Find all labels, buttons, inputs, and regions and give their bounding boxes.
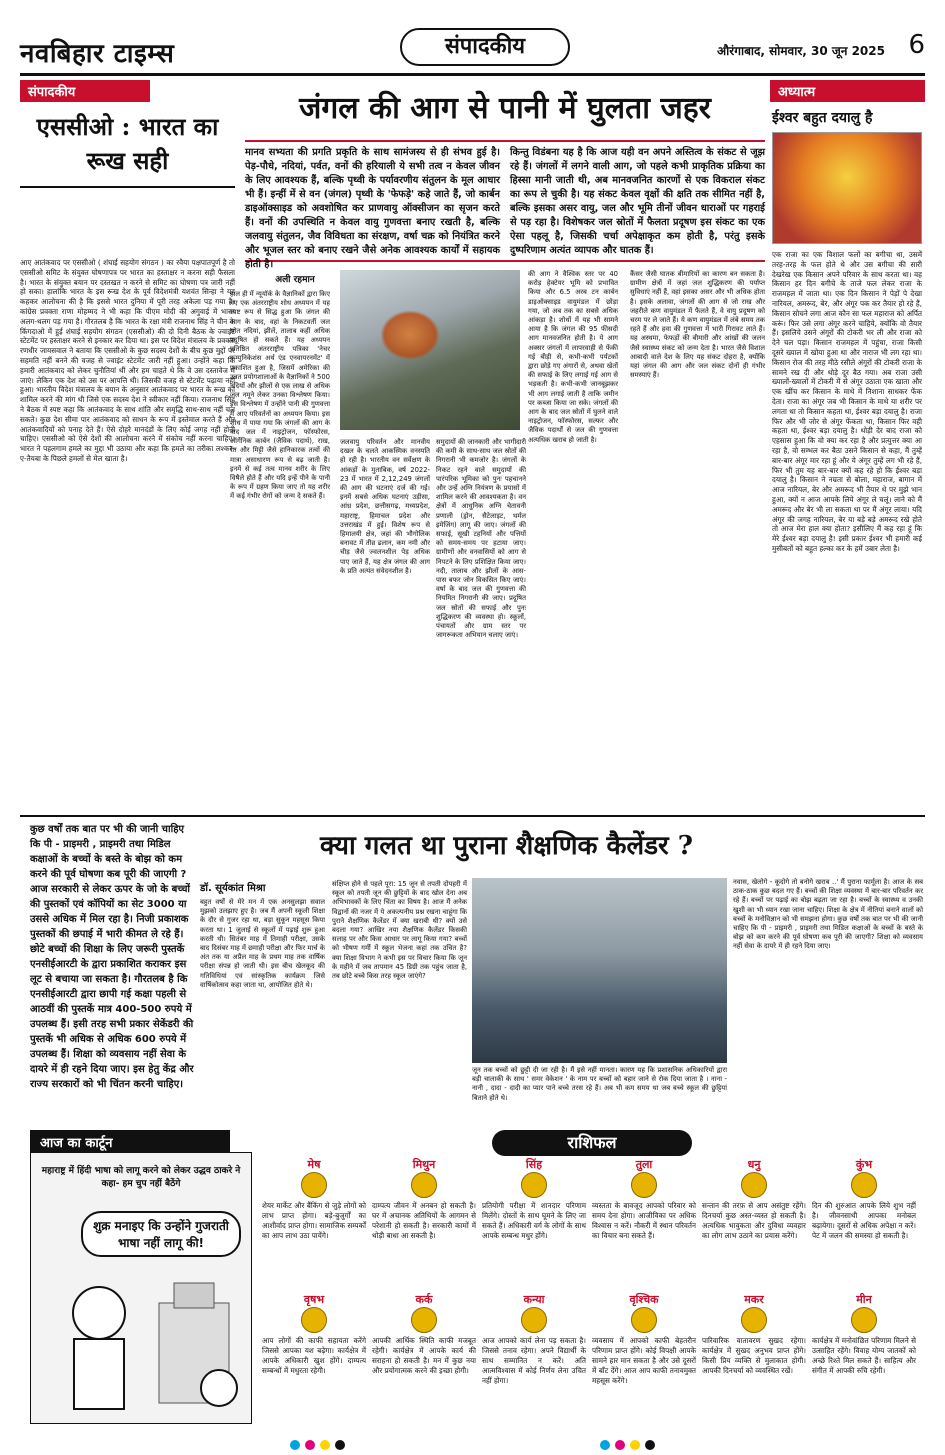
dateline: औरंगाबाद, सोमवार, 30 जून 2025	[717, 44, 885, 58]
rashi-text: आप लोगों की काफी सहायता करेंगे जिससे आपका यश बढ़ेगा। कार्यक्षेत्र में आपके अधिकारी खुश होंगे। दाम्पत्य सम्बन्धों में मधुरता रहेगी।	[262, 1336, 366, 1375]
registration-mark	[320, 1440, 330, 1450]
rashi-name: मकर	[744, 1293, 764, 1306]
rashi-card	[262, 1295, 366, 1426]
main-column-a: हाल ही में न्यूयॉर्क के वैज्ञानिकों द्वारा किए गए एक अंतरराष्ट्रीय शोध अध्ययन में यह स्पष्ट रूप से सिद्ध हुआ कि जंगल की आग के बाद, वहां के निकटवर्ती जल स्रोत नदियां, झीलें, तालाब कहीं अधिक प्रदूषित हो सकते हैं। यह अध्ययन प्रतिष्ठित अंतरराष्ट्रीय पत्रिका 'नेचर कम्युनिकेशंस अर्थ एंड एनवायरनमेंट' में प्रकाशित हुआ है, जिसमें अमेरिका की उन्नत प्रयोगशालाओं के वैज्ञानिकों ने 500 नदियों और झीलों से एक लाख से अधिक जल नमूने लेकर उनका विश्लेषण किया। इस विश्लेषण में उन्होंने पानी की गुणवत्ता में आए परिवर्तनों का अध्ययन किया। इस शोध में पाया गया कि जंगलों की आग के बाद जल में नाइट्रोजन, फॉस्फोरस, ऑर्गेनिक कार्बन (जैविक पदार्थ), राख, रेत और मिट्टी जैसे हानिकारक तत्वों की मात्रा असाधारण रूप से बढ़ जाती है। इनमें से कई तत्व मानव शरीर के लिए विषैले होते हैं और यदि इन्हें पीने के पानी के रूप में ग्रहण किया जाए तो यह शरीर में कई गंभीर रोगों को जन्म दे सकते हैं।	[230, 290, 330, 501]
registration-mark	[335, 1440, 345, 1450]
zodiac-icon	[741, 1307, 767, 1333]
adhyatm-body: एक राजा का एक विशाल फलों का बगीचा था, उसमें तरह-तरह के फल होते थे और उस बगीचा की सारी देखरेख एक किसान अपने परिवार के साथ करता था। वह किसान हर दिन बगीचे के ताजे फल लेकर राजा के राजमहल में जाता था। एक दिन किसान ने पेड़ों पे देखा नारियल, अमरूद, बेर, और अंगूर पक कर तैयार हो रहे हैं, किसान सोचने लगा आज कौन सा फल महाराज को अर्पित करूं। फिर उसे लगा अंगूर करने चाहिये, क्योंकि वो तैयार हैं। इसलिये उसने अंगूरों की टोकरी भर ली और राजा को देने चल पड़ा। किसान राजमहल में पहुंचा, राजा किसी दूसरे ख्याल में खोया हुआ था और नाराज भी लग रहा था। किसान रोज की तरह मीठे रसीले अंगूरों की टोकरी राजा के सामने रख दी और थोड़े दूर बैठ गया। अब राजा उसी ख्यालों-ख्यालों में टोकरी में से अंगूर उठाता एक खाता और एक खींच कर किसान के माथे में निशाना साधकर फेंक देता। राजा का अंगूर जब भी किसान के माथे या शरीर पर लगता था तो किसान कहता था, ईश्वर बड़ा दयालु है। राजा फिर और भी जोर से अंगूर फेंकता था, किसान फिर वही कहता था, ईश्वर बड़ा दयालु है। थोड़ी देर बाद राजा को एहसास हुआ कि वो क्या कर रहा है और प्रत्युत्तर क्या आ रहा है, वो सम्भल कर बैठा उसने किसान से कहा, मैं तुम्हें बार-बार अंगूर मार रहा हूं और ये अंगूर तुम्हें लग भी रहे हैं, फिर भी तुम यह बार-बार क्यों कह रहे हो कि ईश्वर बड़ा दयालु है। किसान ने नम्रता से बोला, महाराज, बागान में आज नारियल, बेर और अमरूद भी तैयार थे पर मुझे भान हुआ, क्यों न आज आपके लिये अंगूर ले चलूं। लाने को मैं अमरूद और बेर भी ला सकता था पर मैं अंगूर लाया। यदि अंगूर की जगह नारियल, बेर या बड़े बड़े अमरूद रखे होते तो आज मेरा हाल क्या होता? इसीलिए मैं कह रहा हूं कि मेरे ईश्वर बड़ा दयालु है! इसी प्रकार ईश्वर भी हमारी कई मुसीबतों को बहुत हल्का कर के हमें उबार लेता है।	[772, 250, 922, 553]
cartoon-speech-bubble: शुक्र मनाइए कि उन्होंने गुजराती भाषा नहीं लागू की!	[81, 1211, 241, 1257]
cartoon-tag: आज का कार्टून	[30, 1130, 230, 1152]
forest-fire-photo	[340, 270, 520, 430]
rashi-name: मीन	[856, 1293, 872, 1306]
zodiac-icon	[521, 1172, 547, 1198]
rashi-card	[592, 1160, 696, 1291]
zodiac-icon	[851, 1307, 877, 1333]
rashi-card	[372, 1295, 476, 1426]
zodiac-icon	[411, 1172, 437, 1198]
adhyatm-title: ईश्वर बहुत दयालु है	[772, 110, 873, 126]
education-headline: क्या गलत था पुराना शैक्षणिक कैलेंडर ?	[320, 831, 693, 861]
editorial-tag: संपादकीय	[20, 80, 150, 102]
rashi-name: तुला	[635, 1158, 653, 1171]
rashi-text: आपकी आर्थिक स्थिति काफी मजबूत रहेगी। कार्यक्षेत्र में आपके कार्य की सराहना हो सकती है। मन में कुछ नया और प्रयोगात्मक करने की इच्छा होगी।	[372, 1336, 476, 1375]
zodiac-icon	[631, 1307, 657, 1333]
rashi-card	[702, 1295, 806, 1426]
main-column-b: जलवायु परिवर्तन और मानवीय दखल के चलते आकस्मिक वनस्पति हो रही है। भारतीय वन सर्वेक्षण के आंकड़ों के मुताबिक, वर्ष 2022-23 में भारत में 2,12,249 जंगलों की आग की घटनाएं दर्ज की गईं। इनमें सबसे अधिक घटनाएं उड़ीसा, आंध्र प्रदेश, छत्तीसगढ़, मध्यप्रदेश, महाराष्ट्र, हिमाचल प्रदेश और उत्तराखंड में हुईं। विशेष रूप से हिमालयी क्षेत्र, जहां की भौगोलिक बनावट में तीव्र ढलान, कम नमी और चीड़ जैसे ज्वलनशील पेड़ अधिक पाए जाते हैं, यह क्षेत्र जंगल की आग के प्रति अत्यंत संवेदनशील है।	[340, 438, 430, 575]
rashi-text: पारिवारिक वातावरण सुखद रहेगा। कार्यक्षेत्र में सुखद अनुभव प्राप्त होंगे। किसी प्रिय व्यक्ति से मुलाकात होगी। आपकी दिनचर्या को व्यवस्थित रखें।	[702, 1336, 806, 1375]
rashi-card	[482, 1160, 586, 1291]
registration-mark	[630, 1440, 640, 1450]
zodiac-icon	[301, 1307, 327, 1333]
editorial-body: आए आतंकवाद पर एससीओ ( शंघाई सहयोग संगठन ) का रवैया पक्षपातपूर्ण है तो एससीओ समिट के संयुक्त घोषणापत्र पर भारत का हस्ताक्षर न करना सही फैसला है। भारत के संयुक्त बयान पर दस्तखत न करने से समिट का घोषणा पत्र जारी नहीं हो सका। हालांकि भारत के इस रूख देश के पूर्व विदेशमंत्री यशवंत सिन्हा ने यह कहकर आलोचना की है कि इससे भारत दुनिया में पूरी तरह अकेला पड़ गया है। कांग्रेस प्रवक्ता राणा मोहम्मद ने भी कहा कि पीएम मोदी की अगुवाई में भारत अलग-थलग पड़ गया है। गौरतलब है कि भारत के रक्षा मंत्री राजनाथ सिंह ने चीन के किंगदाओ में हुई शंघाई सहयोग संगठन (एससीओ) की दो दिनी बैठक के ज्वाइंट स्टेटमेंट पर हस्ताक्षर करने से इनकार कर दिया था। इस पर विदेश मंत्रालय के प्रवक्ता रणधीर जायसवाल ने बताया कि एससीओ के कुछ सदस्य देशों के बीच कुछ मुद्दों पर सहमति नहीं बनने की वजह से ज्वाइंट स्टेटमेंट जारी नहीं हुआ। उन्होंने कहा कि हमारी आतंकवाद को लेकर चुनौतियां थीं और हम चाहते थे कि वे उस दस्तावेज में जाएं। लेकिन एक देश को उस पर आपत्ति थी। जिसकी वजह से स्टेटमेंट पढ़ाया नहीं हुआ। भारतीय विदेश मंत्रालय के बयान के अनुसार आतंकवाद पर भारत के रूख को शामिल करने की मांग थी जिसे एक सदस्य देश ने स्वीकार नहीं किया। राजनाथ सिंह ने बैठक में स्पष्ट कहा कि आतंकवाद के साथ शांति और समृद्धि साथ-साथ नहीं चल सकते। कुछ देश सीमा पार आतंकवाद को साधन के रूप में इस्तेमाल करते हैं और आतंकवादियों को पनाह देते हैं। ऐसे दोहरे मानदंडों के लिए कोई जगह नहीं होनी चाहिए। एससीओ को ऐसे देशों की आलोचना करने में संकोच नहीं करना चाहिए। भारत ने पहलगाम हमले का मुद्दा भी उठाया और कहा कि हमले का तरीका लश्कर-ए-तैयबा के पिछले हमलों से मेल खाता है।	[20, 258, 235, 463]
rashi-name: वृषभ	[303, 1293, 325, 1306]
main-column-d: कैंसर जैसी घातक बीमारियों का कारण बन सकता है। ग्रामीण क्षेत्रों में जहां जल शुद्धिकरण की पर्याप्त सुविधाएं नहीं हैं, वहां इसका असर और भी अधिक होता है। इसके अलावा, जंगलों की आग से जो राख और जहरीले कण वायुमंडल में फैलते हैं, वे वायु प्रदूषण को चरम पर ले जाते हैं। ये कण वायुमंडल में लंबे समय तक रहते हैं और हवा की गुणवत्ता में भारी गिरावट लाते हैं। यह अस्थमा, फेफड़ों की बीमारी और आंखों की जलन जैसे स्वास्थ्य संकट को जन्म देता है। भारत जैसे विशाल आबादी वाले देश के लिए यह संकट दोहरा है, क्योंकि यहां जंगल की आग और जल संकट दोनों ही गंभीर समस्याएं हैं।	[630, 270, 765, 380]
editorial-title: एससीओ : भारत का रूख सही	[20, 110, 235, 188]
zodiac-icon	[851, 1172, 877, 1198]
main-deck	[245, 140, 765, 270]
deck-right: किन्तु विडंबना यह है कि आज यही वन अपने अस्तित्व के संकट से जूझ रहे हैं। जंगलों में लगने वाली आग, जो पहले कभी प्राकृतिक प्रक्रिया का हिस्सा मानी जाती थी, अब मानवजनित कारणों से एक विकराल संकट का रूप ले चुकी है। यह संकट केवल वृक्षों की क्षति तक सीमित नहीं है, बल्कि इसका असर वायु, जल और भूमि तीनों जीवन धाराओं पर गहराई से पड़ रहा है। विशेषकर जल स्रोतों में फैलता प्रदूषण इस संकट का एक ऐसा पहलू है, जिसकी चर्चा अपेक्षाकृत कम होती है, परंतु इसके दुष्परिणाम अत्यंत व्यापक और घातक हैं।	[510, 147, 765, 256]
zodiac-icon	[301, 1172, 327, 1198]
education-byline: डॉ. सूर्यकांत मिश्रा	[200, 883, 266, 894]
main-byline: अली रहमान	[275, 275, 315, 285]
education-column-b: संक्षिप्त होने से पहले पूरा: 15 जून से तपती दोपहरी में स्कूल को तपती जून की छुट्टियों के बाद खोल देना अब अभिभावकों के लिए चिंता का विषय है। आज मैं अनेक विद्वानों की नजर में ये अकल्पनीय प्रश्न रखना चाहूंगा कि पुराने शैक्षणिक कैलेंडर में क्या खराबी थी? क्यों उसे बदला गया? आखिर नया शैक्षणिक कैलेंडर किसकी सलाह पर और किस आधार पर लागू किया गया? बच्चों को भीषण गर्मी में स्कूल भेजना कहां तक उचित है? क्या शिक्षा विभाग ने कभी इस पर विचार किया कि जून के महीने में जब तापमान 45 डिग्री तक पहुंच जाता है, तब छोटे बच्चे किस तरह स्कूल जाएंगे?	[332, 880, 467, 981]
rashi-text: सन्तान की तरफ़ से आप असंतुष्ट रहेंगे। दिनचर्या कुछ अस्त-व्यस्त हो सकती है। अत्यधिक भावुकता और दुविधा व्यवहार का लोग लाभ उठाने का प्रयास करेंगे।	[702, 1201, 806, 1240]
rashi-name: कन्या	[523, 1293, 545, 1306]
rashi-name: कुंभ	[855, 1158, 873, 1171]
registration-mark	[615, 1440, 625, 1450]
students-photo	[472, 878, 727, 1063]
rashifal-title: राशिफल	[492, 1130, 692, 1156]
rashi-card	[482, 1295, 586, 1426]
cartoon-caption: महाराष्ट्र में हिंदी भाषा को लागू करने को लेकर उद्धव ठाकरे ने कहा- हम चुप नहीं बैठेंगे	[41, 1166, 241, 1189]
main-column-c: की आग ने वैश्विक स्तर पर 40 करोड़ हेक्टेयर भूमि को प्रभावित किया और 6.5 अरब टन कार्बन डाइऑक्साइड वायुमंडल में छोड़ा गया, जो अब तक का सबसे अधिक आंकड़ा है। शोधों में यह भी सामने आया है कि जंगल की 95 फीसदी आग मानवजनित होती है। ये आग अक्सर जंगलों में लापरवाही से फेंकी गई बीड़ी से, कभी-कभी पर्यटकों द्वारा छोड़े गए अंगारों से, अथवा खेतों की सफाई के लिए लगाई गई आग से भड़कती है। कभी-कभी जानबूझकर भी आग लगाई जाती है ताकि जमीन पर कब्जा किया जा सके। जंगलों की आग के बाद जल स्रोतों में घुलने वाले नाइट्रोजन, फॉस्फोरस, सल्फर और जैविक पदार्थों से जल की गुणवत्ता अत्यधिक खराब हो जाती है।	[528, 270, 618, 444]
rashi-card	[262, 1160, 366, 1291]
zodiac-icon	[411, 1307, 437, 1333]
rashi-name: कर्क	[415, 1293, 433, 1306]
rashi-text: व्यवसाय में आपको काफी बेहतरीन परिणाम प्राप्त होंगे। कोई विपक्षी आपके सामने हार मान सकता है और उसे दूसरों में बाँट देंगे। आज आप काफी तनावमुक्त महसूस करेंगे।	[592, 1336, 696, 1385]
main-column-e: समुदायों की जानकारी और भागीदारी की कमी के साथ-साथ जल स्रोतों की निगरानी भी कमजोर है। जंगलों के निकट रहने वाले समुदायों की पारंपरिक भूमिका को पुनः पहचानने और उन्हें अग्नि नियंत्रण के प्रयासों में शामिल करने की आवश्यकता है। वन क्षेत्रों में आधुनिक अग्नि चेतावनी प्रणाली (ड्रोन, सैटेलाइट, थर्मल इमेजिंग) लागू की जाए। जंगलों की सफाई, सूखी टहनियों और पत्तियों को समय-समय पर हटाया जाए। ग्रामीणों और वनवासियों को आग से निपटने के लिए प्रशिक्षित किया जाए। नदी, तालाब और झीलों के आस-पास बफर जोन विकसित किए जाएं। वर्षा के बाद जल की गुणवत्ता की नियमित निगरानी की जाए। प्रदूषित जल स्रोतों की सफाई और पुनः शुद्धिकरण की व्यवस्था हो। स्कूलों, पंचायतों और ग्राम स्तर पर जागरूकता अभियान चलाए जाएं।	[436, 438, 526, 640]
rashi-text: दाम्पत्य जीवन में अनबन हो सकती है। घर में अचानक अतिथियों के आगमन से परेशानी हो सकती है। सरकारी कामों में थोड़ी बाधा आ सकती है।	[372, 1201, 476, 1240]
section-divider	[20, 815, 925, 817]
zodiac-icon	[521, 1307, 547, 1333]
main-headline: जंगल की आग से पानी में घुलता जहर	[299, 91, 711, 126]
rashi-card	[812, 1160, 916, 1291]
registration-mark	[305, 1440, 315, 1450]
zodiac-icon	[741, 1172, 767, 1198]
cartoon-panel	[30, 1152, 252, 1424]
deck-left: मानव सभ्यता की प्रगति प्रकृति के साथ सामंजस्य से ही संभव हुई है। पेड़-पौधे, नदियां, पर्वत, वनों की हरियाली ये सभी तत्व न केवल जीवन के लिए आवश्यक हैं, बल्कि पृथ्वी के पर्यावरणीय संतुलन के मूल आधार भी हैं। इन्हीं में से वन (जंगल) पृथ्वी के 'फेफड़े' कहे जाते हैं, जो कार्बन डाइऑक्साइड को अवशोषित कर प्राणवायु ऑक्सीजन का सृजन करते हैं। वनों की उपस्थिति न केवल वायु गुणवत्ता बनाए रखती है, बल्कि जलवायु संतुलन, जैव विविधता का संरक्षण, वर्षा चक्र को नियंत्रित करने और भूजल स्तर को बनाए रखने जैसे अनेक आवश्यक कार्यों में सहायक होती है।	[245, 147, 500, 270]
registration-mark	[645, 1440, 655, 1450]
rashi-card	[812, 1295, 916, 1426]
rashi-name: मिथुन	[412, 1158, 436, 1171]
education-column-c: जून तक बच्चों को छुट्टी दी जा रही है। मैं इसे नहीं मानता। कारण यह कि प्रशासनिक अधिकारियों द्वारा बड़ी चालाकी के साथ ' समर वेकेशन ' के नाम पर बच्चों को बहार जाने से रोक दिया जाता है । नाना - नानी , दादा - दादी का प्यार पाने बच्चे तरस रहे हैं। अब भी कम समय था जब बच्चे स्कूल की छुट्टियां बिताने होते थे।	[472, 1066, 727, 1102]
zodiac-icon	[631, 1172, 657, 1198]
masthead	[20, 26, 925, 76]
rashi-name: सिंह	[525, 1158, 543, 1171]
rashi-text: दिन की शुरुआत आपके लिये शुभ नहीं है। जीवनसाथी आपका मनोबल बढ़ायेगा। दूसरों से अधिक अपेक्षा न करें। पेट में जलन की समस्या हो सकती है।	[812, 1201, 916, 1240]
rashi-card	[702, 1160, 806, 1291]
rashi-text: आज आपको कार्य लेना पड़ सकता है। जिससे तनाव रहेगा। अपने विद्यार्थी के साथ सम्मानित न करें। अति आत्मविश्वास में कोई निर्णय लेना उचित नहीं होगा।	[482, 1336, 586, 1385]
education-sidebar: कुछ वर्षों तक बात पर भी की जानी चाहिए कि पी - प्राइमरी , प्राइमरी तथा मिडिल कक्षाओं के बच्चों के बस्ते के बोझ को कम करने की पूर्व घोषणा कब पूरी की जाएगी ? आज सरकारी से लेकर ऊपर के जो के बच्चों की पुस्तकों एवं कॉपियों का सेट 3000 या उससे अधिक में मिल रहा है। निजी प्रकाशक पुस्तकों की छपाई में भारी कीमत ले रहे हैं। छोटे बच्चों की शिक्षा के लिए जरूरी पुस्तकें एनसीईआरटी के द्वारा प्रकाशित कराकर इस लूट से बचाया जा सकता है। गौरतलब है कि एनसीईआरटी द्वारा छापी गई कक्षा पहली से आठवीं की पुस्तकें मात्र 400-500 रुपये में उपलब्ध हैं। इसी तरह सभी प्रकार सेकेंडरी की पुस्तकें भी अधिक से अधिक 600 रुपये में उपलब्ध हैं। शिक्षा को व्यवसाय नहीं सेवा के दायरे में ही रहने दिया जाए। इस हेतु केंद्र और राज्य सरकारों को भी चिंतन करनी चाहिए।	[30, 824, 194, 1090]
registration-mark	[600, 1440, 610, 1450]
education-column-a: बहुत वर्षों से मेरे मन में एक अनसुलझा सवाल मुझको उलझाए हुए है। जब मैं अपनी स्कूली शिक्षा के दौर से गुजर रहा था, बड़ा सुकून महसूस किया करता था। 1 जुलाई से स्कूलों में पढ़ाई शुरू हुआ करती थी। सितंबर माह में तिमाही परीक्षा, उसके बाद दिसंबर माह में छमाही परीक्षा और फिर मार्च के अंत तक या अप्रैल माह के प्रथम माह तक वार्षिक परीक्षा संपन्न हो जाती थी। इस बीच खेलकूद की गतिविधियां एवं सांस्कृतिक कार्यक्रम जिसे वार्षिकोत्सव कहा जाता था, आयोजित होते थे।	[200, 898, 325, 989]
rashi-text: व्यस्तता के बावजूद आपको परिवार को समय देना होगा। आजीविका पर अधिक विश्वास न करें। नौकरी में स्थान परिवर्तन का विचार बना सकते हैं।	[592, 1201, 696, 1240]
rashi-text: शेयर मार्केट और बैंकिंग से जुड़े लोगों को लाभ प्राप्त होगा। बड़े-बुजुर्गों का आशीर्वाद प्राप्त होगा। सामाजिक सम्पर्कों का आप लाभ उठा पायेंगे।	[262, 1201, 366, 1240]
education-column-d: नवास, खेलोगे - कूदोगे तो बनोगे खराब ..' मैं पुराना फार्मूला है। आज के सब ठाक-ठाक कुछ बदल गए हैं। बच्चों की शिक्षा व्यवस्था में बार-बार परिवर्तन कर रहे हैं। बच्चों पर पढ़ाई का बोझ बढ़ता जा रहा है। बच्चों के स्वास्थ्य व उनकी खुशी का भी ध्यान रखा जाना चाहिए। शिक्षा के क्षेत्र में नीतियां बनाने वालों को बच्चों के मनोविज्ञान को भी समझना होगा। कुछ वर्षों तक बात पर भी की जानी चाहिए कि पी - प्राइमरी , प्राइमरी तथा मिडिल कक्षाओं के बच्चों के बस्ते के बोझ को कम करने की पूर्व घोषणा कब पूरी की जाएगी? शिक्षा को व्यवसाय नहीं सेवा के दायरे में ही रहने दिया जाए।	[733, 878, 923, 951]
rashifal-band	[262, 1128, 925, 1158]
rashi-name: वृश्चिक	[629, 1293, 659, 1306]
registration-mark	[290, 1440, 300, 1450]
rashi-card	[592, 1295, 696, 1426]
rashi-text: प्रतियोगी परीक्षा में शानदार परिणाम मिलेंगे। दोस्तों के साथ घूमने के लिए जा सकते हैं। अधिकारी वर्ग के लोगों के साथ आपके सम्बन्ध मधुर होंगे।	[482, 1201, 587, 1240]
deity-illustration	[772, 132, 922, 244]
rashi-text: कार्यक्षेत्र में मनोवांछित परिणाम मिलने से उत्साहित रहेंगे। विवाह योग्य जातकों को अच्छे रिश्ते मिल सकते हैं। साहित्य और संगीत में आपकी रुचि रहेगी।	[812, 1336, 916, 1375]
adhyatm-tag: अध्यात्म	[770, 80, 925, 102]
rashi-name: मेष	[307, 1158, 321, 1171]
rashi-card	[372, 1160, 476, 1291]
page-number: 6	[908, 30, 925, 60]
cartoon-drawing	[39, 1263, 244, 1418]
newspaper-brand: नवबिहार टाइम्स	[20, 39, 175, 69]
section-title: संपादकीय	[400, 28, 570, 66]
rashi-name: धनु	[747, 1158, 761, 1171]
